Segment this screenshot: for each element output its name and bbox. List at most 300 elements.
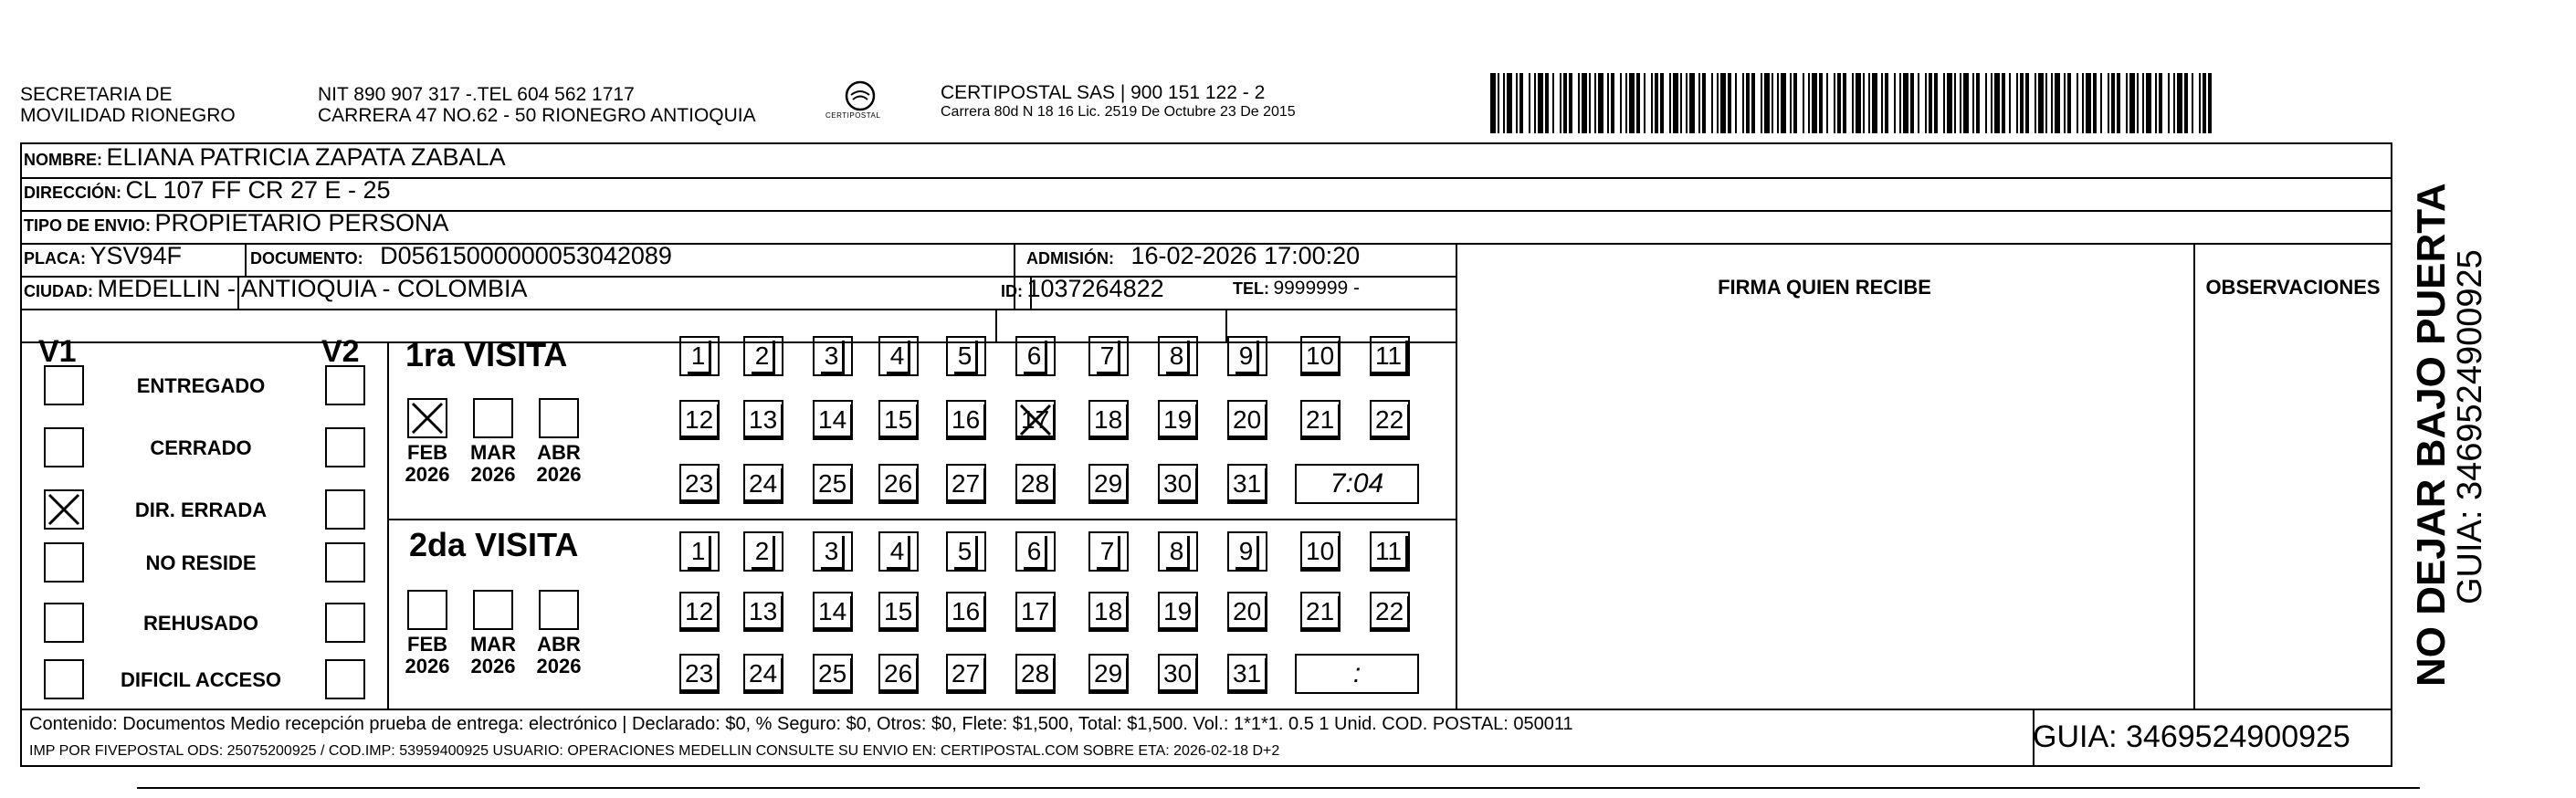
tel-label: TEL: xyxy=(1233,279,1269,298)
direccion-row xyxy=(24,176,391,208)
barcode-bar xyxy=(2077,73,2078,133)
documento-row xyxy=(250,242,672,274)
documento-label: DOCUMENTO: xyxy=(250,249,363,268)
visit2-day-30[interactable] xyxy=(1158,654,1198,694)
visit1-day-number: 7 xyxy=(1097,341,1121,374)
visit1-day-5[interactable] xyxy=(946,336,986,376)
visit1-day-number: 10 xyxy=(1302,341,1341,374)
id-value: 1037264822 xyxy=(1026,275,1164,302)
barcode-bar xyxy=(1777,73,1779,133)
status-label: ENTREGADO xyxy=(136,374,266,397)
visit2-day-number: 30 xyxy=(1160,658,1198,692)
tel-row xyxy=(1233,275,1360,304)
barcode-bar xyxy=(1490,73,1496,133)
barcode-bar xyxy=(1751,73,1755,133)
visit1-day-28[interactable] xyxy=(1015,464,1056,504)
visit2-day-23[interactable] xyxy=(679,654,720,694)
barcode-bar xyxy=(1894,73,1896,133)
v1-checkbox[interactable] xyxy=(44,603,84,643)
barcode-bar xyxy=(2100,73,2102,133)
barcode-bar xyxy=(1910,73,1914,133)
barcode-bar xyxy=(1516,73,1518,133)
license-line: Carrera 80d N 18 16 Lic. 2519 De Octubre 23 De 2015 xyxy=(941,104,1296,120)
visit1-day-20[interactable] xyxy=(1227,400,1267,440)
visit1-month-year: 2026 xyxy=(536,463,582,486)
visit1-month-name: MAR xyxy=(469,441,517,464)
sender-contact xyxy=(318,84,756,126)
visit1-day-22[interactable] xyxy=(1370,400,1410,440)
visit1-day-number: 17 xyxy=(1017,404,1056,438)
barcode-bar xyxy=(2208,73,2212,133)
barcode-bar xyxy=(1651,73,1653,133)
visit1-day-15[interactable] xyxy=(878,400,919,440)
barcode-bar xyxy=(2168,73,2170,133)
barcode-bar xyxy=(2002,73,2005,133)
visit2-day-number: 16 xyxy=(948,596,986,630)
visit2-day-number: 14 xyxy=(815,596,853,630)
visit1-day-number: 2 xyxy=(752,341,776,374)
visit2-day-29[interactable] xyxy=(1088,654,1129,694)
barcode-bar xyxy=(2016,73,2018,133)
barcode-bar xyxy=(1881,73,1883,133)
visit2-day-19[interactable] xyxy=(1158,592,1198,632)
visit1-day-number: 30 xyxy=(1160,468,1198,502)
barcode-bar xyxy=(1960,73,1961,133)
barcode-bar xyxy=(2117,73,2120,133)
admision-row xyxy=(1026,242,1360,274)
visit2-day-number: 22 xyxy=(1372,596,1410,630)
visit1-month-label xyxy=(531,442,586,486)
barcode-bar xyxy=(1872,73,1877,133)
visit1-day-27[interactable] xyxy=(946,464,986,504)
barcode-bar xyxy=(2173,73,2175,133)
visit1-day-19[interactable] xyxy=(1158,400,1198,440)
visit1-day-2[interactable] xyxy=(743,336,783,376)
visit1-day-29[interactable] xyxy=(1088,464,1129,504)
visit1-day-18[interactable] xyxy=(1088,400,1129,440)
visit2-day-number: 23 xyxy=(681,658,720,692)
visit1-day-14[interactable] xyxy=(813,400,853,440)
visit1-day-23[interactable] xyxy=(679,464,720,504)
visit1-day-number: 31 xyxy=(1229,468,1267,502)
barcode-bar xyxy=(1808,73,1810,133)
visit2-day-2[interactable] xyxy=(743,531,783,572)
barcode-bar xyxy=(1689,73,1695,133)
v1-checkbox[interactable] xyxy=(44,489,84,530)
barcode-bar xyxy=(1852,73,1854,133)
direccion-value: CL 107 FF CR 27 E - 25 xyxy=(125,176,391,204)
visit1-day-number: 4 xyxy=(887,341,911,374)
visit2-day-number: 13 xyxy=(745,596,783,630)
barcode-bar xyxy=(1790,73,1792,133)
barcode-bar xyxy=(1868,73,1870,133)
visit1-day-number: 8 xyxy=(1166,341,1191,374)
barcode-bar xyxy=(1903,73,1908,133)
barcode-bar xyxy=(2146,73,2151,133)
visit2-month-name: MAR xyxy=(469,633,517,656)
visit1-day-number: 6 xyxy=(1024,341,1048,374)
visit1-day-number: 15 xyxy=(880,404,919,438)
barcode-bar xyxy=(1863,73,1865,133)
barcode-bar xyxy=(1985,73,1987,133)
visit1-month-checkbox[interactable] xyxy=(407,398,447,438)
barcode-bar xyxy=(1673,73,1678,133)
visit2-day-24[interactable] xyxy=(743,654,783,694)
visit1-day-number: 18 xyxy=(1090,404,1129,438)
visit2-day-8[interactable] xyxy=(1158,531,1198,572)
visit2-day-5[interactable] xyxy=(946,531,986,572)
ciudad-value: MEDELLIN - ANTIOQUIA - COLOMBIA xyxy=(97,275,528,302)
barcode-bar xyxy=(1735,73,1737,133)
visit1-day-8[interactable] xyxy=(1158,336,1198,376)
placa-value: YSV94F xyxy=(89,242,183,269)
visit2-day-number: 21 xyxy=(1302,596,1341,630)
barcode-bar xyxy=(1720,73,1726,133)
visit1-day-number: 21 xyxy=(1302,404,1341,438)
visit1-day-24[interactable] xyxy=(743,464,783,504)
visit1-month-checkbox[interactable] xyxy=(473,398,513,438)
x-mark-icon xyxy=(409,400,446,436)
barcode-bar xyxy=(1728,73,1731,133)
visit1-month-label xyxy=(400,442,455,486)
v2-header: V2 xyxy=(321,334,360,369)
v2-checkbox[interactable] xyxy=(325,542,365,583)
barcode-bar xyxy=(1625,73,1627,133)
observaciones-header: OBSERVACIONES xyxy=(2205,276,2381,299)
visit1-day-17[interactable] xyxy=(1015,400,1056,440)
barcode-bar xyxy=(1698,73,1700,133)
barcode-bar xyxy=(1607,73,1609,133)
visit2-day-number: 7 xyxy=(1097,536,1121,570)
visit2-day-number: 11 xyxy=(1372,536,1408,570)
tel-value: 9999999 - xyxy=(1273,278,1361,299)
barcode-bar xyxy=(1994,73,2000,133)
id-label: ID: xyxy=(1001,282,1023,300)
v1-checkbox[interactable] xyxy=(44,427,84,467)
barcode-bar xyxy=(2129,73,2135,133)
barcode-bar xyxy=(2199,73,2201,133)
visit1-day-number: 16 xyxy=(948,404,986,438)
tipo-label: TIPO DE ENVIO: xyxy=(24,216,152,235)
visit1-day-number: 26 xyxy=(880,468,919,502)
barcode-bar xyxy=(2184,73,2188,133)
visit2-day-11[interactable] xyxy=(1370,531,1410,572)
barcode-bar xyxy=(1644,73,1645,133)
v2-checkbox[interactable] xyxy=(325,365,365,405)
visit1-day-16[interactable] xyxy=(946,400,986,440)
barcode-bar xyxy=(1856,73,1861,133)
nombre-value: ELIANA PATRICIA ZAPATA ZABALA xyxy=(106,143,506,171)
visit2-day-28[interactable] xyxy=(1015,654,1056,694)
visit2-day-15[interactable] xyxy=(878,592,919,632)
visit2-day-number: 25 xyxy=(815,658,853,692)
barcode-bar xyxy=(2038,73,2044,133)
barcode-bar xyxy=(2192,73,2193,133)
visit2-day-3[interactable] xyxy=(813,531,853,572)
v1-checkbox[interactable] xyxy=(44,659,84,699)
barcode-bar xyxy=(1538,73,1543,133)
visit2-day-number: 4 xyxy=(887,536,911,570)
v1-checkbox[interactable] xyxy=(44,365,84,405)
visit2-day-27[interactable] xyxy=(946,654,986,694)
status-label: DIFICIL ACCESO xyxy=(120,668,281,691)
visit1-day-3[interactable] xyxy=(813,336,853,376)
visit2-month-label xyxy=(531,634,586,677)
visit2-day-number: 3 xyxy=(821,536,846,570)
v2-checkbox[interactable] xyxy=(325,427,365,467)
barcode-bar xyxy=(1594,73,1596,133)
barcode-bar xyxy=(1552,73,1554,133)
x-mark-icon xyxy=(46,491,82,528)
courier-line: CERTIPOSTAL SAS | 900 151 122 - 2 xyxy=(941,82,1266,103)
barcode-bar xyxy=(2035,73,2036,133)
visit2-day-number: 20 xyxy=(1229,596,1267,630)
v1-checkbox[interactable] xyxy=(44,542,84,583)
visit2-day-14[interactable] xyxy=(813,592,853,632)
barcode-bar xyxy=(1943,73,1945,133)
barcode-bar xyxy=(2020,73,2024,133)
visit2-month-name: ABR xyxy=(537,633,581,656)
visit1-day-12[interactable] xyxy=(679,400,720,440)
visit1-day-11[interactable] xyxy=(1370,336,1410,376)
visit1-day-1[interactable] xyxy=(679,336,720,376)
visit2-day-number: 2 xyxy=(752,536,776,570)
barcode-bar xyxy=(1772,73,1773,133)
visit2-day-31[interactable] xyxy=(1227,654,1267,694)
sender-line-1: SECRETARIA DE xyxy=(20,84,173,105)
visit2-day-18[interactable] xyxy=(1088,592,1129,632)
visit1-time-field[interactable]: 7:04 xyxy=(1295,464,1419,504)
barcode-bar xyxy=(1781,73,1786,133)
visit2-day-6[interactable] xyxy=(1015,531,1056,572)
barcode-bar xyxy=(1655,73,1658,133)
barcode-bar xyxy=(1519,73,1523,133)
logo-text: CERTIPOSTAL xyxy=(825,111,881,120)
visit2-time-field[interactable]: : xyxy=(1295,654,1419,694)
visit2-day-number: 26 xyxy=(880,658,919,692)
footer-contenido: Contenido: Documentos Medio recepción prueba de entrega: electrónico | Declarado: $0, % Seguro: $0, Otros: $0, Flete: $1,500, Total: $1,500. Vol.: 1*1*1. 0.5 1 Unid. COD. POSTAL: 050011 xyxy=(29,714,1573,734)
barcode-bar xyxy=(1761,73,1762,133)
barcode-bar xyxy=(1529,73,1530,133)
visit1-day-number: 12 xyxy=(681,404,720,438)
barcode-bar xyxy=(1660,73,1664,133)
visit2-day-number: 9 xyxy=(1235,536,1260,570)
barcode-bar xyxy=(1918,73,1919,133)
visit1-day-number: 14 xyxy=(815,404,853,438)
visit2-day-20[interactable] xyxy=(1227,592,1267,632)
visit1-day-21[interactable] xyxy=(1300,400,1341,440)
visit1-day-30[interactable] xyxy=(1158,464,1198,504)
barcode-bar xyxy=(1582,73,1587,133)
visit2-month-checkbox[interactable] xyxy=(539,590,579,630)
barcode-bar xyxy=(1793,73,1797,133)
visit2-day-9[interactable] xyxy=(1227,531,1267,572)
visit1-day-number: 27 xyxy=(948,468,986,502)
barcode-bar xyxy=(2142,73,2144,133)
visit1-day-25[interactable] xyxy=(813,464,853,504)
visit2-day-25[interactable] xyxy=(813,654,853,694)
barcode-bar xyxy=(1819,73,1823,133)
barcode-bar xyxy=(2067,73,2071,133)
visit2-day-number: 18 xyxy=(1090,596,1129,630)
admision-label: ADMISIÓN: xyxy=(1026,249,1114,268)
visit2-day-number: 29 xyxy=(1090,658,1129,692)
barcode-bar xyxy=(1934,73,1938,133)
barcode-bar xyxy=(1764,73,1770,133)
visit2-day-number: 19 xyxy=(1160,596,1198,630)
barcode-bar xyxy=(1534,73,1536,133)
visit1-day-26[interactable] xyxy=(878,464,919,504)
visit2-day-number: 27 xyxy=(948,658,986,692)
footer-imp: IMP POR FIVEPOSTAL ODS: 25075200925 / COD.IMP: 53959400925 USUARIO: OPERACIONES MEDELLIN CONSULTE SU ENVIO EN: CERTIPOSTAL.COM SOBRE ETA: 2026-02-18 D+2 xyxy=(29,743,1280,759)
visit2-day-4[interactable] xyxy=(878,531,919,572)
barcode-bar xyxy=(1563,73,1567,133)
visit1-day-7[interactable] xyxy=(1088,336,1129,376)
visit1-day-4[interactable] xyxy=(878,336,919,376)
barcode-bar xyxy=(2086,73,2091,133)
visit1-day-number: 20 xyxy=(1229,404,1267,438)
admision-value: 16-02-2026 17:00:20 xyxy=(1130,242,1361,269)
barcode-bar xyxy=(1717,73,1719,133)
barcode-bar xyxy=(2108,73,2109,133)
visit1-day-31[interactable] xyxy=(1227,464,1267,504)
visit2-month-checkbox[interactable] xyxy=(473,590,513,630)
ciudad-row xyxy=(24,275,528,307)
tipo-value: PROPIETARIO PERSONA xyxy=(154,209,449,236)
no-dejar-bajo-puerta: NO DEJAR BAJO PUERTA xyxy=(2409,183,2454,687)
barcode-bar xyxy=(2051,73,2053,133)
visit2-day-16[interactable] xyxy=(946,592,986,632)
status-label: CERRADO xyxy=(150,436,252,459)
visit1-day-number: 25 xyxy=(815,468,853,502)
barcode-bar xyxy=(2045,73,2047,133)
tipo-row xyxy=(24,209,449,241)
visit1-day-10[interactable] xyxy=(1300,336,1341,376)
barcode-bar xyxy=(2082,73,2084,133)
barcode-bar xyxy=(1711,73,1713,133)
barcode-bar xyxy=(1963,73,1969,133)
barcode-bar xyxy=(1742,73,1744,133)
v2-checkbox[interactable] xyxy=(325,603,365,643)
visit2-month-checkbox[interactable] xyxy=(407,590,447,630)
nit-line: NIT 890 907 317 -.TEL 604 562 1717 xyxy=(318,84,635,105)
v2-checkbox[interactable] xyxy=(325,489,365,530)
sender-name xyxy=(20,84,236,126)
visit2-day-22[interactable] xyxy=(1370,592,1410,632)
barcode-bar xyxy=(1680,73,1682,133)
barcode-bar xyxy=(1629,73,1635,133)
nombre-label: NOMBRE: xyxy=(24,151,102,169)
visit2-day-12[interactable] xyxy=(679,592,720,632)
status-label: NO RESIDE xyxy=(145,551,257,574)
visit2-month-label xyxy=(400,634,455,677)
barcode-bar xyxy=(1498,73,1499,133)
barcode-bar xyxy=(2025,73,2029,133)
visit2-month-year: 2026 xyxy=(405,655,450,677)
visit1-day-number: 5 xyxy=(954,341,979,374)
visit1-month-year: 2026 xyxy=(470,463,516,486)
barcode-bar xyxy=(1620,73,1622,133)
visit1-day-number: 1 xyxy=(688,341,712,374)
nombre-row xyxy=(24,143,506,175)
visit1-day-13[interactable] xyxy=(743,400,783,440)
barcode-bar xyxy=(1611,73,1614,133)
barcode-bar xyxy=(2093,73,2097,133)
placa-row xyxy=(24,242,182,274)
firma-header: FIRMA QUIEN RECIBE xyxy=(1718,276,1931,299)
visit2-day-number: 5 xyxy=(954,536,979,570)
barcode-bar xyxy=(1991,73,1992,133)
visit2-day-10[interactable] xyxy=(1300,531,1341,572)
visit2-month-label xyxy=(466,634,520,677)
barcode-bar xyxy=(1545,73,1549,133)
ciudad-label: CIUDAD: xyxy=(24,282,93,300)
barcode-bar xyxy=(1954,73,1956,133)
visit2-day-number: 31 xyxy=(1229,658,1267,692)
visit1-month-year: 2026 xyxy=(405,463,450,486)
visit2-day-number: 6 xyxy=(1024,536,1048,570)
visit2-day-26[interactable] xyxy=(878,654,919,694)
barcode-bar xyxy=(1598,73,1603,133)
documento-value: D05615000000053042089 xyxy=(380,242,672,269)
visit1-day-number: 13 xyxy=(745,404,783,438)
barcode-bar xyxy=(1669,73,1671,133)
barcode-bar xyxy=(1837,73,1841,133)
barcode-bar xyxy=(1686,73,1688,133)
placa-label: PLACA: xyxy=(24,249,86,268)
barcode-bar xyxy=(2155,73,2157,133)
barcode-bar xyxy=(1929,73,1932,133)
barcode-bar xyxy=(1560,73,1561,133)
visit2-day-number: 15 xyxy=(880,596,919,630)
visit1-day-6[interactable] xyxy=(1015,336,1056,376)
barcode-bar xyxy=(2009,73,2011,133)
visit1-day-number: 22 xyxy=(1372,404,1410,438)
barcode-bar xyxy=(2137,73,2139,133)
barcode-bar xyxy=(2203,73,2206,133)
visit1-month-checkbox[interactable] xyxy=(539,398,579,438)
status-label: REHUSADO xyxy=(143,612,258,635)
barcode-bar xyxy=(1899,73,1901,133)
visit1-day-number: 29 xyxy=(1090,468,1129,502)
barcode-bar xyxy=(1569,73,1572,133)
visit2-day-number: 1 xyxy=(688,536,712,570)
barcode-bar xyxy=(1503,73,1505,133)
side-guia: GUIA: 3469524900925 xyxy=(2451,249,2489,604)
visit2-day-17[interactable] xyxy=(1015,592,1056,632)
visit1-day-9[interactable] xyxy=(1227,336,1267,376)
barcode xyxy=(1490,73,2212,133)
barcode-bar xyxy=(1803,73,1804,133)
visit2-day-number: 24 xyxy=(745,658,783,692)
visit2-day-1[interactable] xyxy=(679,531,720,572)
visit2-day-21[interactable] xyxy=(1300,592,1341,632)
v1-header: V1 xyxy=(38,334,77,369)
visit2-day-7[interactable] xyxy=(1088,531,1129,572)
barcode-bar xyxy=(1947,73,1952,133)
visit1-month-name: FEB xyxy=(407,441,447,464)
visit1-month-label xyxy=(466,442,520,486)
barcode-bar xyxy=(1589,73,1591,133)
visit1-day-number: 3 xyxy=(821,341,846,374)
barcode-bar xyxy=(2064,73,2066,133)
barcode-bar xyxy=(1843,73,1846,133)
v2-checkbox[interactable] xyxy=(325,659,365,699)
barcode-bar xyxy=(1976,73,1980,133)
barcode-bar xyxy=(2177,73,2182,133)
x-mark-icon xyxy=(1017,402,1054,438)
visit2-day-13[interactable] xyxy=(743,592,783,632)
